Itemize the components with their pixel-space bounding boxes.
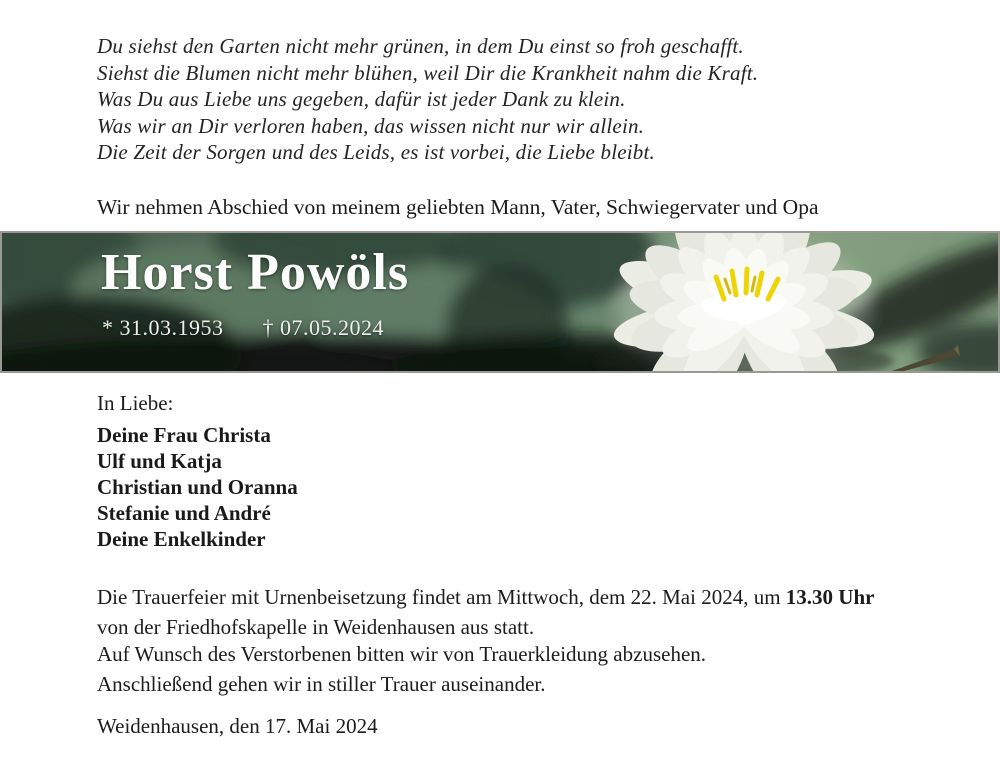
poem bbox=[97, 33, 758, 166]
service-time: 13.30 Uhr bbox=[785, 585, 875, 609]
poem-line: Siehst die Blumen nicht mehr blühen, weil Dir die Krankheit nahm die Kraft. bbox=[97, 60, 759, 85]
quiet-mourning-note: Anschließend gehen wir in stiller Trauer auseinander. bbox=[97, 672, 546, 696]
dateline: Weidenhausen, den 17. Mai 2024 bbox=[97, 714, 378, 738]
family-member: Stefanie und André bbox=[97, 501, 271, 525]
poem-line: Die Zeit der Sorgen und des Leids, es ist vorbei, die Liebe bleibt. bbox=[97, 140, 655, 164]
poem-line: Was Du aus Liebe uns gegeben, dafür ist jeder Dank zu klein. bbox=[97, 87, 626, 111]
family-member: Ulf und Katja bbox=[97, 449, 222, 473]
deceased-name: Horst Powöls bbox=[101, 244, 410, 301]
poem-line: Was wir an Dir verloren haben, das wissen nicht nur wir allein. bbox=[97, 113, 645, 138]
salutation: In Liebe: bbox=[97, 391, 174, 415]
family-member: Christian und Oranna bbox=[97, 475, 298, 499]
birth-date: * 31.03.1953 bbox=[102, 315, 224, 340]
family-member: Deine Enkelkinder bbox=[97, 527, 266, 551]
family-list bbox=[97, 422, 298, 552]
service-text: Die Trauerfeier mit Urnenbeisetzung findet am Mittwoch, dem 22. Mai 2024, um bbox=[97, 585, 786, 609]
service-text: von der Friedhofskapelle in Weidenhausen aus statt. bbox=[97, 615, 535, 639]
service-announcement bbox=[97, 582, 977, 642]
life-dates bbox=[102, 315, 384, 341]
death-date: † 07.05.2024 bbox=[262, 315, 384, 340]
poem-line: Du siehst den Garten nicht mehr grünen, in dem Du einst so froh geschafft. bbox=[97, 34, 744, 58]
dress-code-note: Auf Wunsch des Verstorbenen bitten wir von Trauerkleidung abzusehen. bbox=[97, 642, 707, 666]
family-member: Deine Frau Christa bbox=[97, 423, 271, 447]
farewell-intro: Wir nehmen Abschied von meinem geliebten Mann, Vater, Schwiegervater und Opa bbox=[97, 195, 819, 219]
memorial-banner bbox=[0, 231, 1000, 373]
